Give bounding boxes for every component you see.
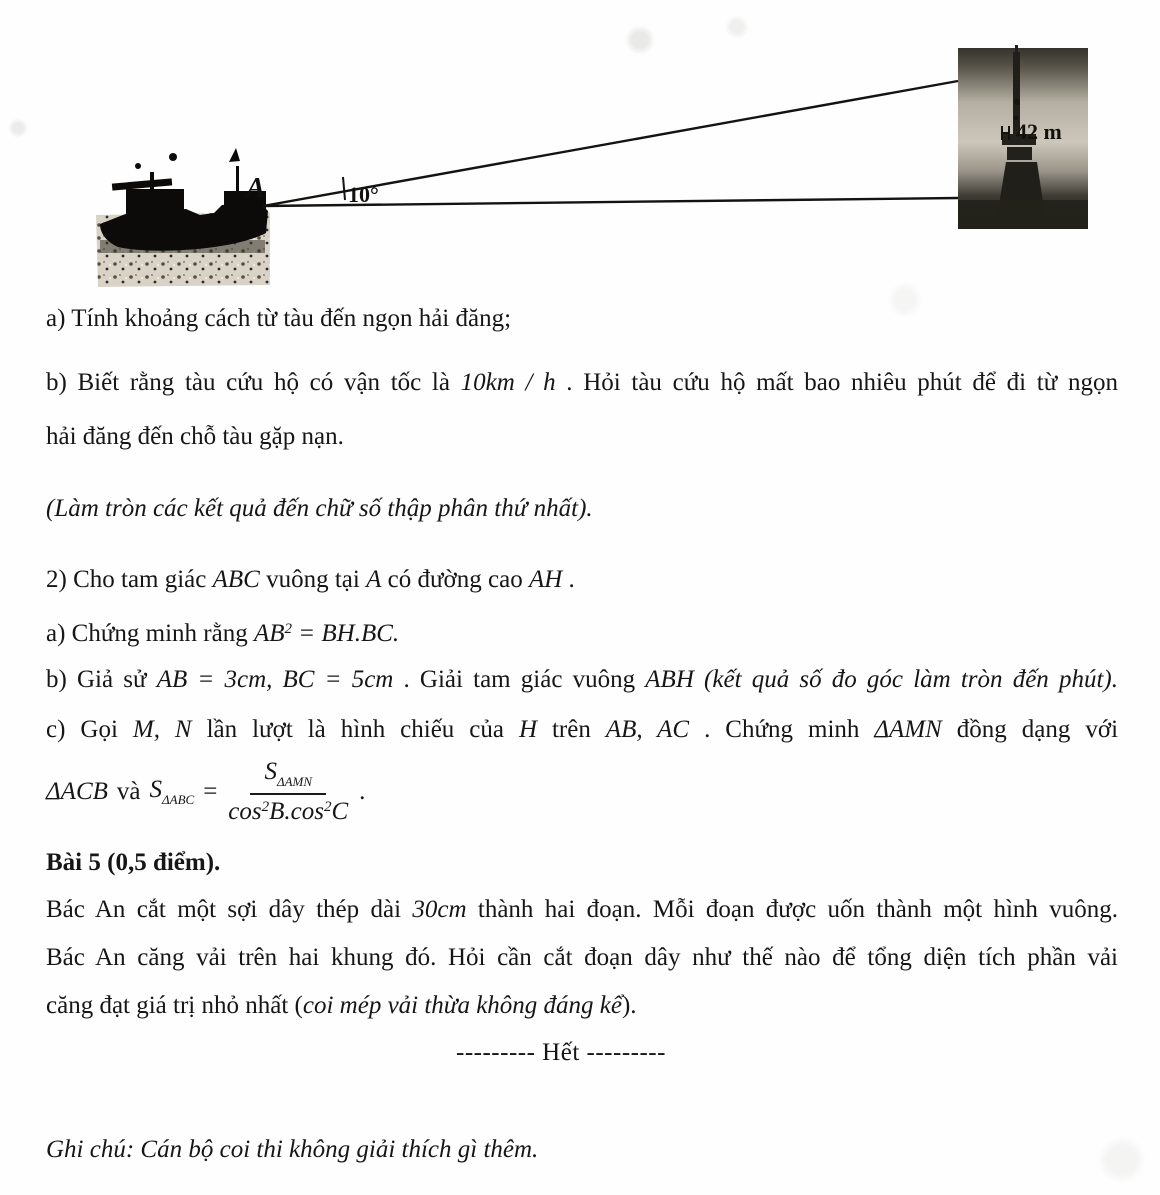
- math-segment: H: [518, 716, 538, 743]
- problem2-part-b: [46, 663, 1118, 697]
- math-segment: AB: [253, 620, 285, 647]
- text-segment: a) Chứng minh rằng: [46, 620, 254, 647]
- fraction-numerator: [250, 758, 326, 795]
- math-segment: ΔACB: [46, 777, 108, 805]
- problem1-part-b-line1: [46, 366, 1118, 400]
- problem5-line2: Bác An căng vải trên hai khung đó. Hỏi cần cắt đoạn dây như thế nào để tổng diện tích phần vải: [46, 944, 1118, 971]
- text-segment: thành hai đoạn. Mỗi đoạn được uốn thành một hình vuông.: [466, 896, 1118, 923]
- ship-image: [96, 148, 270, 287]
- math-segment: ABH: [645, 666, 694, 693]
- text-segment: và: [116, 777, 141, 805]
- note-segment: coi mép vải thừa không đáng kể: [302, 992, 622, 1019]
- exponent: 2: [261, 798, 270, 815]
- exponent: 2: [284, 621, 293, 637]
- math-segment: 30cm: [412, 896, 467, 923]
- rounding-note: (Làm tròn các kết quả đến chữ số thập phân thứ nhất).: [46, 495, 593, 522]
- math-segment: S: [264, 758, 277, 785]
- figure-illustration: [0, 0, 1160, 295]
- math-segment: B.: [269, 797, 291, 825]
- text-segment: vuông tại: [259, 566, 367, 593]
- fraction-denominator: [228, 795, 348, 827]
- text-segment: 2) Cho tam giác: [46, 566, 213, 593]
- s-abc-term: [150, 776, 195, 808]
- text-segment: . Chứng minh: [689, 716, 875, 743]
- text-segment: . Giải tam giác vuông: [393, 666, 646, 693]
- problem2-intro: [46, 563, 575, 597]
- equals-sign: =: [203, 777, 218, 805]
- text-segment: . Hỏi tàu cứu hộ mất bao nhiêu phút để đi từ ngọn: [555, 369, 1118, 396]
- note-segment: (kết quả số đo góc làm tròn đến phút).: [693, 666, 1118, 693]
- angle-label: 10°: [348, 182, 379, 207]
- text-segment: .: [562, 566, 575, 593]
- math-segment: ABC: [212, 566, 260, 593]
- height-label: 42 m: [1016, 119, 1062, 144]
- math-segment: AB = 3cm, BC = 5cm: [156, 666, 394, 693]
- text-segment: Bác An cắt một sợi dây thép dài: [46, 896, 413, 923]
- angle-tick-icon: [343, 177, 345, 200]
- math-segment: A: [366, 566, 382, 593]
- text-segment: căng đạt giá trị nhỏ nhất (: [46, 992, 303, 1019]
- footer-note: Ghi chú: Cán bộ coi thi không giải thích gì thêm.: [46, 1136, 539, 1163]
- problem1-part-b-line2: hải đăng đến chỗ tàu gặp nạn.: [46, 423, 344, 450]
- math-segment: S: [149, 776, 162, 804]
- math-segment: = BH.BC.: [292, 620, 400, 647]
- text-segment: đồng dạng với: [941, 716, 1119, 743]
- text-segment: lần lượt là hình chiếu của: [191, 716, 519, 743]
- math-segment: cos: [228, 797, 262, 825]
- math-segment: AH: [528, 566, 563, 593]
- math-segment: ΔAMN: [874, 716, 942, 743]
- problem5-line3: [46, 989, 637, 1023]
- point-a-label: A: [246, 172, 266, 204]
- problem5-line1: [46, 893, 1118, 927]
- text-segment: b) Giả sử: [46, 666, 157, 693]
- math-segment: AB, AC: [605, 716, 690, 743]
- text-segment: b) Biết rằng tàu cứu hộ có vận tốc là: [46, 369, 461, 396]
- end-marker: --------- Hết ---------: [456, 1039, 666, 1066]
- subscript: ΔAMN: [276, 774, 313, 789]
- fraction: [228, 758, 348, 827]
- similarity-formula: [46, 758, 365, 827]
- math-segment: M, N: [132, 716, 192, 743]
- subscript: ΔABC: [162, 792, 195, 808]
- problem2-part-a: [46, 612, 399, 651]
- math-segment: cos: [290, 797, 324, 825]
- text-segment: có đường cao: [381, 566, 529, 593]
- problem1-part-a: a) Tính khoảng cách từ tàu đến ngọn hải đăng;: [46, 305, 512, 332]
- problem5-heading: Bài 5 (0,5 điểm).: [46, 849, 221, 876]
- problem2-part-c: [46, 713, 1118, 747]
- text-segment: trên: [537, 716, 606, 743]
- lighthouse-image: [958, 45, 1088, 229]
- text-segment: c) Gọi: [46, 716, 133, 743]
- math-segment: C: [331, 797, 349, 825]
- text-segment: ).: [621, 992, 637, 1019]
- math-segment: 10km / h: [460, 369, 556, 396]
- period: .: [359, 777, 366, 805]
- exponent: 2: [323, 798, 332, 815]
